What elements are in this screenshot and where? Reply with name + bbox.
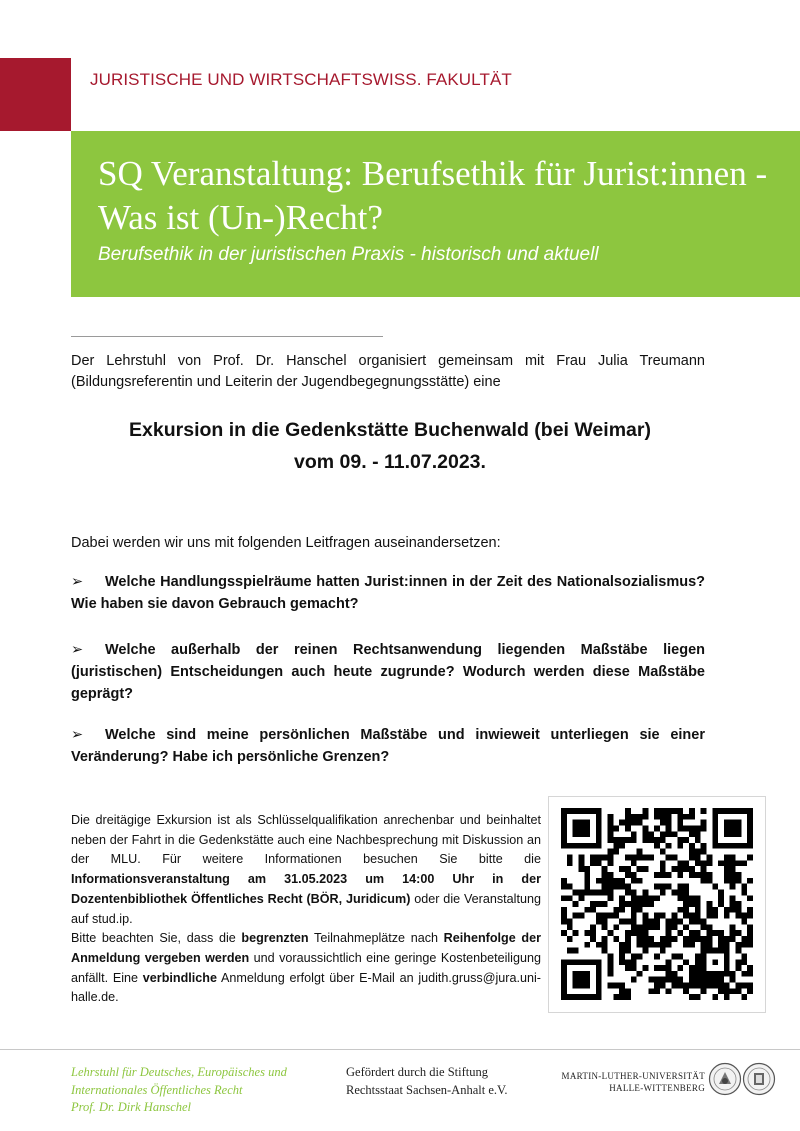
event-title: SQ Veranstaltung: Berufsethik für Jurist:innen - Was ist (Un-)Recht? xyxy=(98,154,768,237)
info-text-run: Bitte beachten Sie, dass die xyxy=(71,931,242,946)
intro-text: Der Lehrstuhl von Prof. Dr. Hanschel organisiert gemeinsam mit Frau Julia Treumann (Bildungsreferentin und Leiterin der Jugendbegegnungsstätte) eine xyxy=(71,353,705,390)
info-session-highlight: Informationsveranstaltung am 31.05.2023 um 14:00 Uhr in der Dozentenbibliothek Öffentliches Recht (BÖR, Juridicum) xyxy=(71,872,541,906)
university-seal-icon xyxy=(708,1062,742,1096)
info-highlight: begrenzten xyxy=(241,931,309,946)
faculty-name: JURISTISCHE UND WIRTSCHAFTSWISS. FAKULTÄT xyxy=(90,70,512,89)
chair-line: Prof. Dr. Dirk Hanschel xyxy=(71,1100,192,1114)
chair-name xyxy=(71,1064,341,1117)
questions-lead: Dabei werden wir uns mit folgenden Leitfragen auseinandersetzen: xyxy=(71,535,501,551)
info-text-run: oder die Veranstaltung auf stud.ip. xyxy=(71,891,541,926)
info-text-run: Die dreitägige Exkursion ist als Schlüsselqualifikation anrechenbar und beinhaltet neben der Fahrt in die Gedenkstätte auch eine Nachbesprechung mit Diskussion an der MLU. Für weitere Informationen besuchen Sie bitte die xyxy=(71,813,541,867)
university-seal-icon xyxy=(742,1062,776,1096)
arrow-bullet-icon: ➢ xyxy=(71,727,84,743)
brand-red-block xyxy=(0,58,71,131)
question-text: Welche außerhalb der reinen Rechtsanwendung liegenden Maßstäbe liegen (juristischen) Entscheidungen auch heute zugrunde? Wodurch werden diese Maßstäbe geprägt? xyxy=(71,642,705,702)
chair-line: Lehrstuhl für Deutsches, Europäisches und xyxy=(71,1065,287,1079)
excursion-headline xyxy=(40,414,740,478)
info-paragraph-2 xyxy=(71,929,541,1008)
info-text xyxy=(71,811,541,1008)
info-highlight: verbindliche xyxy=(142,970,217,985)
sponsor-line: Rechtsstaat Sachsen-Anhalt e.V. xyxy=(346,1082,508,1097)
headline-line-1: Exkursion in die Gedenkstätte Buchenwald (bei Weimar) xyxy=(129,419,651,441)
university-line: MARTIN-LUTHER-UNIVERSITÄT xyxy=(561,1071,705,1081)
info-text-run: und voraussichtlich eine geringe Kostenbeteiligung anfällt. Eine xyxy=(71,950,541,985)
question-text: Welche sind meine persönlichen Maßstäbe und inwieweit unterliegen sie einer Veränderung? Habe ich persönliche Grenzen? xyxy=(71,727,705,765)
info-highlight: Reihenfolge der Anmeldung vergeben werden xyxy=(71,931,541,965)
question-3 xyxy=(71,724,705,768)
divider xyxy=(71,336,383,337)
sponsor-note xyxy=(346,1064,546,1099)
arrow-bullet-icon: ➢ xyxy=(71,574,84,590)
qr-code-icon xyxy=(561,808,753,1000)
info-text-run: Anmeldung erfolgt über E-Mail an judith.gruss@jura.uni-halle.de. xyxy=(71,970,541,1005)
question-1 xyxy=(71,571,705,615)
arrow-bullet-icon: ➢ xyxy=(71,642,84,658)
qr-code-frame xyxy=(548,796,766,1013)
university-name xyxy=(560,1070,705,1094)
info-text-run: Teilnahmeplätze nach xyxy=(308,931,444,946)
footer-divider xyxy=(0,1049,800,1050)
sponsor-line: Gefördert durch die Stiftung xyxy=(346,1065,488,1079)
chair-line: Internationales Öffentliches Recht xyxy=(71,1082,243,1097)
question-text: Welche Handlungsspielräume hatten Jurist:innen in der Zeit des Nationalsozialismus? Wie haben sie davon Gebrauch gemacht? xyxy=(71,574,705,612)
headline-line-2: vom 09. - 11.07.2023. xyxy=(294,451,486,473)
university-line: HALLE-WITTENBERG xyxy=(609,1083,705,1093)
event-subtitle: Berufsethik in der juristischen Praxis - historisch und aktuell xyxy=(98,244,599,265)
info-paragraph-1 xyxy=(71,811,541,929)
question-2 xyxy=(71,639,705,705)
